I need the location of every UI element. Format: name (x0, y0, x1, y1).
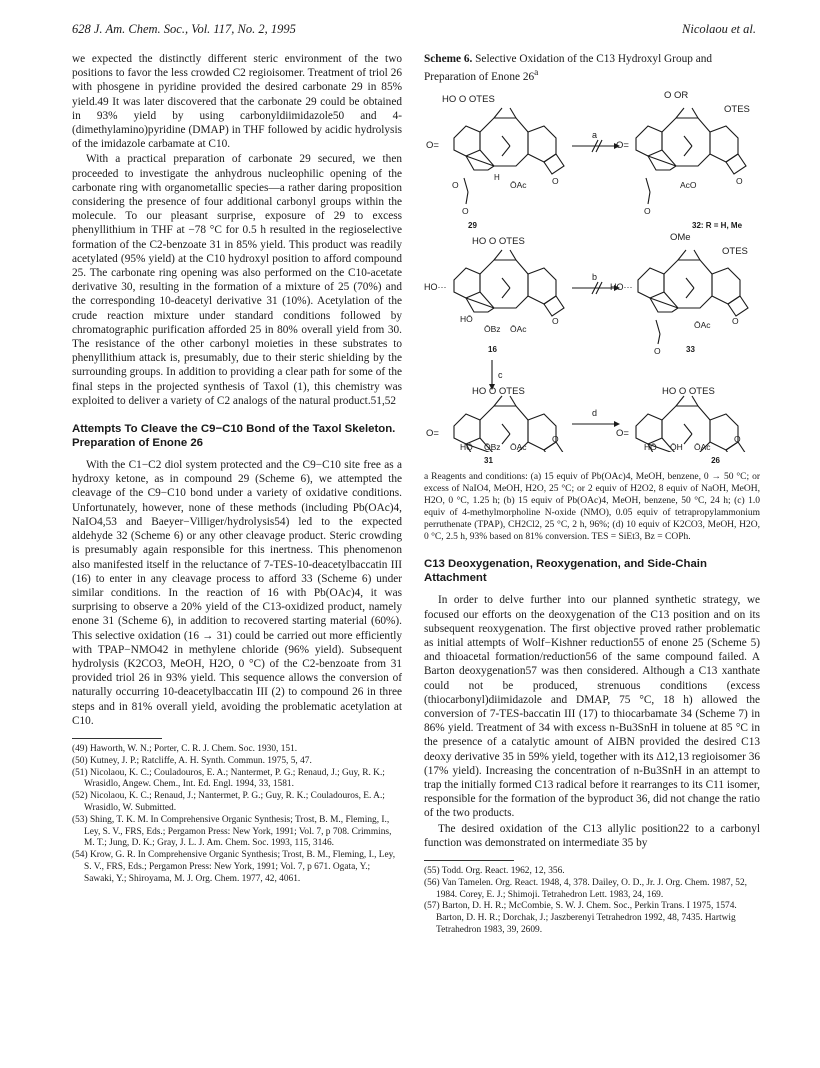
footnote: (55) Todd. Org. React. 1962, 12, 356. (424, 866, 565, 877)
structure-label: HO O OTES (472, 235, 525, 247)
paragraph: With the C1−C2 diol system protected and the C9−C10 site free as a hydroxy ketone, as in compound 29 (Scheme 6), we attempted the cleavage of the C9−C10 bond under a variety of oxidative conditions. Unfortunately, however, none of these methods (including Pb(OAc)4, NaIO4,53 and Baeyer−Villiger/hydrolysis54) led to the expected aldehyde 32 (Scheme 6) or any other cleavage product. Steric crowding is presumably again responsible for this inertness. This phenomenon also manifested itself in the reluctance of 7-TES-10-deacetylbaccatin III (16) to enter in any cleavage process to afford 33 (Scheme 6) under similar conditions. In the reaction of 16 with Pb(OAc)4, it was surprising to observe a 20% yield of the C13-oxidized product, namely enone 31 (Scheme 6), in addition to recovered starting material (60%). This selective oxidation (16 → 31) could be carried out more efficiently with TPAP−NMO42 in methylene chloride (96% yield). Subsequent hydrolysis (K2CO3, MeOH, H2O, 0 °C) of the C2-benzoate from 31 provided triol 26 in 93% yield. This sequence allows the conversion of naturally occurring 10-deacetylbaccatin III (2) to compound 26 in three steps and in 81% overall yield, avoiding the problematic acetylation at C10. (72, 459, 402, 727)
structure-label: ŌBz (484, 323, 501, 334)
arrow-label: a (592, 129, 598, 140)
scheme-caption: Selective Oxidation of the C13 Hydroxyl Group and Preparation of Enone 26 (424, 53, 713, 83)
structure-label: OTES (724, 103, 750, 115)
structure-26 (616, 386, 746, 452)
footnote: (51) Nicolaou, K. C.; Couladouros, E. A.; Nantermet, P. G.; Renaud, J.; Guy, R. K.; Wrasidlo, Angew. Chem., Int. Ed. Engl. 1994, 33, 1581. (72, 767, 385, 790)
scheme-footnote-mark: a (534, 68, 539, 78)
structure-label: HO O OTES (662, 385, 715, 397)
structure-32 (616, 90, 750, 230)
structure-33 (610, 232, 748, 356)
arrow-label: c (498, 369, 503, 380)
footnote-rule (424, 860, 514, 861)
compound-number-row (424, 454, 760, 468)
paragraph: With a practical preparation of carbonate 29 secured, we then proceeded to investigate the anhydrous nucleophilic opening of the carbonate ring with organometallic species—a rather daring proposition considering the presence of four additional carbonyl groups within the molecule. To our pleasant surprise, exposure of 29 to excess phenyllithium in THF at −78 °C for 0.5 h resulted in the regioselective formation of the C2-benzoate 31 in 85% yield. This product was readily acetylated (95% yield) at the C10 hydroxyl position to afford compound 25. The carbonate ring opening was also performed on the C10-acetate derivative 30, resulting in the formation of a mixture of 25 (70%) and the corresponding 10-deacetyl derivative 31 (10%). Acetylation of the crude reaction mixture under standard conditions followed by chromatographic purification afforded 25 in 80% overall yield from 30. The resistance of the other carbonyl moieties in these substrates to phenyllithium attack is, presumably, due to their steric shielding by the surrounding groups. In addition to providing a clear path for some of the final steps in the projected synthesis of Taxol (1), this chemistry was exploited to deliver a variety of C2 analogs of the natural product.51,52 (72, 153, 402, 407)
right-column (424, 52, 760, 937)
structure-31 (426, 386, 564, 452)
structure-29 (426, 94, 564, 230)
footnote: (49) Haworth, W. N.; Porter, C. R. J. Chem. Soc. 1930, 151. (72, 743, 298, 754)
section-heading: C13 Deoxygenation, Reoxygenation, and Side-Chain Attachment (424, 558, 707, 585)
scheme-title (424, 52, 760, 84)
arrow-label: d (592, 407, 598, 418)
footnotes (424, 866, 760, 937)
structure-label: O (734, 433, 741, 444)
structure-label: O (732, 315, 739, 326)
structure-label: O= (426, 427, 439, 439)
structure-label: HŌ (460, 441, 473, 452)
arrow-d (572, 408, 620, 427)
compound-number: 32: R = H, Me (692, 220, 743, 230)
paragraph: we expected the distinctly different steric environment of the two positions to favor the less crowded C2 regioisomer. Treatment of triol 26 with phosgene in pyridine provided the desired carbonate 29 in 85% yield.49 It was later discovered that the carbonate 29 could be obtained in 93% yield by using carbonyldiimidazole50 and 4-(dimethylamino)pyridine (DMAP) in THF followed by acidic hydrolysis of the imidazole carbamate at C10. (72, 53, 402, 151)
paragraph: The desired oxidation of the C13 allylic position22 to a carbonyl function was demonstrated on intermediate 35 by (424, 822, 760, 849)
structure-label: H (494, 172, 500, 182)
footnote: (57) Barton, D. H. R.; McCombie, S. W. J. Chem. Soc., Perkin Trans. I 1975, 1574. Barton, D. H. R.; Dorchak, J.; Jaszberenyi Tetrahedron 1992, 48, 7435. Hartwig Tetrahedron 1983, 39, 2609. (424, 901, 737, 936)
structure-label: O (736, 175, 743, 186)
running-header-right: Nicolaou et al. (682, 22, 756, 36)
structure-label: AcO (680, 179, 697, 190)
running-header-left: 628 J. Am. Chem. Soc., Vol. 117, No. 2, 1995 (72, 22, 296, 36)
structure-label: HO··· (610, 281, 633, 292)
footnotes (72, 744, 402, 886)
structure-label: HO O OTES (472, 385, 525, 397)
structure-label: O (552, 433, 559, 444)
footnote-rule (72, 738, 162, 739)
scheme-number: Scheme 6. (424, 53, 473, 65)
structure-label: HO··· (424, 281, 447, 292)
structure-label: O (552, 175, 559, 186)
structure-label: ŌAc (694, 319, 711, 330)
structure-label: O= (426, 139, 439, 151)
paragraph: In order to delve further into our planned synthetic strategy, we focused our efforts on the deoxygenation of the C13 position and on its subsequent reoxygenation. The first objective proved rather problematic as initial attempts of Wolf−Kishner reduction55 of enone 25 (Scheme 5) and thioacetal formation/reduction56 of the same compound failed. A Barton deoxygenation57 was then considered. Although a C13 xanthate could not be produced, strenuous conditions (excess (thiocarbonyl)diimidazole and DMAP, 75 °C, 18 h) allowed the conversion of 7-TES-baccatin III (17) to thiocarbamate 34 (Scheme 7) in 86% yield. Treatment of 34 with excess n-Bu3SnH in toluene at 85 °C in the presence of a catalytic amount of AIBN provided the desired C13 deoxy derivative 35 in 59% yield, together with its Δ12,13 regioisomer 36 (17% yield). Increasing the concentration of n-Bu3SnH in an attempt to trap the initially formed C13 radical before it rearranges to its C11 isomer, responsible for the formation of the byproduct 36, did not change the ratio of the two products. (424, 594, 760, 820)
structure-16 (424, 236, 564, 354)
structure-label: ŌAc (510, 179, 527, 190)
structure-label: O= (616, 427, 629, 439)
structure-label: HŌ (644, 441, 657, 452)
structure-label: OTES (722, 245, 748, 257)
compound-number: 33 (686, 344, 695, 354)
structure-label: O (452, 179, 459, 190)
structure-label: ŌH (670, 441, 683, 452)
compound-number: 16 (488, 344, 497, 354)
structure-label: HŌ (460, 313, 473, 324)
compound-number: 26 (711, 455, 720, 465)
footnote: (52) Nicolaou, K. C.; Renaud, J.; Nantermet, P. G.; Guy, R. K.; Couladouros, E. A.; Wrasidlo, W. Submitted. (72, 791, 385, 813)
structure-label: O (654, 345, 661, 356)
structure-label: ŌAc (510, 323, 527, 334)
structure-label: O (462, 205, 469, 216)
structure-label: ŌAc (510, 441, 527, 452)
structure-label: O OR (664, 89, 689, 101)
footnote: (54) Krow, G. R. In Comprehensive Organic Synthesis; Trost, B. M., Fleming, I., Ley, S. V., FRS, Eds.; Pergamon Press: New York, 1991; Vol. 7, p 671. Ogata, Y.; Sawaki, Y.; Shiroyama, M. J. Org. Chem. 1977, 42, 4061. (72, 850, 396, 884)
structure-label: OMe (670, 231, 691, 243)
structure-label: ŌBz (484, 441, 501, 452)
footnote: (50) Kutney, J. P.; Ratcliffe, A. H. Synth. Commun. 1975, 5, 47. (72, 755, 312, 766)
compound-number: 29 (468, 220, 477, 230)
left-column (72, 52, 402, 886)
footnote: (53) Shing, T. K. M. In Comprehensive Organic Synthesis; Trost, B. M., Fleming, I., Ley, S. V., FRS, Eds.; Pergamon Press: New York, 1991; Vol. 7, p 708. Crimmins, M. T.; Jung, D. K.; Gray, J. L. J. Am. Chem. Soc. 1993, 115, 3146. (72, 814, 392, 849)
reaction-scheme (424, 88, 760, 452)
compound-number: 31 (484, 455, 493, 465)
structure-label: HO O OTES (442, 93, 495, 105)
section-heading: Attempts To Cleave the C9−C10 Bond of the Taxol Skeleton. Preparation of Enone 26 (72, 423, 396, 450)
structure-label: O= (616, 139, 629, 151)
structure-label: O (552, 315, 559, 326)
structure-label: ŌAc (694, 441, 711, 452)
scheme-reagents-footnote: a Reagents and conditions: (a) 15 equiv of Pb(OAc)4, MeOH, benzene, 0 → 50 °C; or excess of NaIO4, MeOH, H2O, 25 °C; or 2 equiv of H2O2, 8 equiv of NaOH, MeOH, H2O, 0 °C, 1.25 h; (b) 15 equiv of Pb(OAc)4, MeOH, benzene, 50 °C, 24 h; (c) 1.0 equiv of 4-methylmorpholine N-oxide (NMO), 0.05 equiv of tetrapropylammonium perruthenate (TPAP), CH2Cl2, 25 °C, 2 h, 96%; (d) 10 equiv of K2CO3, MeOH, H2O, 0 °C, 2.5 h, 93% based on 81% conversion. TES = SiEt3, Bz = COPh. (424, 471, 760, 542)
arrow-a (572, 130, 620, 152)
arrow-label: b (592, 271, 598, 282)
footnote: (56) Van Tamelen. Org. React. 1948, 4, 378. Dailey, O. D., Jr. J. Org. Chem. 1987, 52, 1984. Corey, E. J.; Shimoji. Tetrahedron Lett. 1983, 24, 169. (424, 877, 747, 900)
structure-label: O (644, 205, 651, 216)
